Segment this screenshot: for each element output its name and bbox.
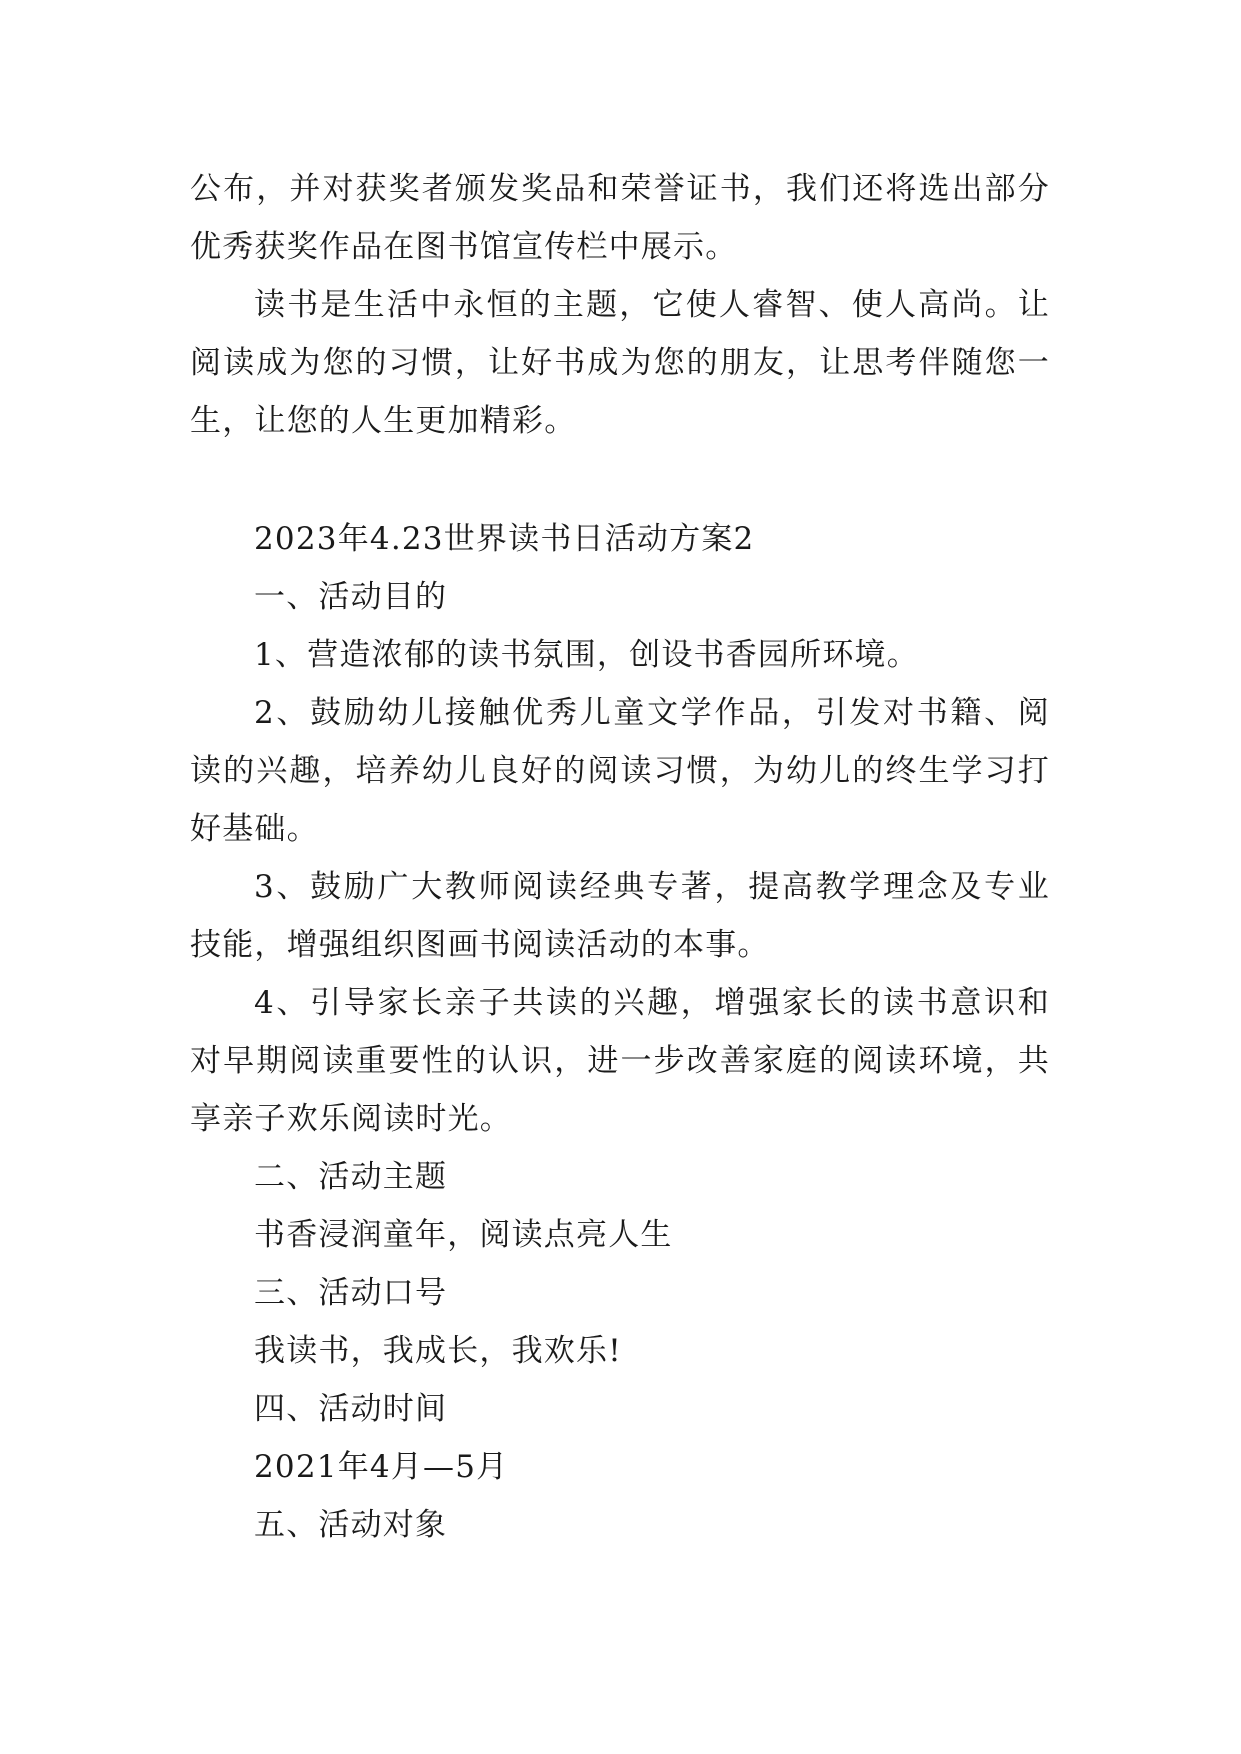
text-line: 三、活动口号 xyxy=(254,1275,448,1311)
text-line: 读书是生活中永恒的主题，它使人睿智、使人高尚。让 xyxy=(254,287,1050,323)
text-line: 好基础。 xyxy=(190,811,319,847)
text-line: 1、营造浓郁的读书氛围，创设书香园所环境。 xyxy=(254,637,919,673)
text-line: 优秀获奖作品在图书馆宣传栏中展示。 xyxy=(190,229,738,265)
paragraph-p-closing xyxy=(190,276,1050,450)
text-line: 公布，并对获奖者颁发奖品和荣誉证书，我们还将选出部分 xyxy=(190,171,1050,207)
text-line: 书香浸润童年，阅读点亮人生 xyxy=(254,1217,673,1253)
paragraph-p-time xyxy=(190,1438,1050,1496)
paragraph-p-theme xyxy=(190,1206,1050,1264)
paragraph-p-h2 xyxy=(190,1148,1050,1206)
text-line: 五、活动对象 xyxy=(254,1507,448,1543)
paragraph-p-h1 xyxy=(190,568,1050,626)
text-line: 对早期阅读重要性的认识，进一步改善家庭的阅读环境，共 xyxy=(190,1043,1050,1079)
text-line: 阅读成为您的习惯，让好书成为您的朋友，让思考伴随您一 xyxy=(190,345,1050,381)
paragraph-p-h3 xyxy=(190,1264,1050,1322)
paragraph-p-intro-tail xyxy=(190,160,1050,276)
text-line: 四、活动时间 xyxy=(254,1391,448,1427)
paragraph-p-goal3 xyxy=(190,858,1050,974)
paragraph-p-goal1 xyxy=(190,626,1050,684)
text-line: 2、鼓励幼儿接触优秀儿童文学作品，引发对书籍、阅 xyxy=(254,695,1050,731)
text-line: 2021年4月—5月 xyxy=(254,1449,509,1485)
text-line: 读的兴趣，培养幼儿良好的阅读习惯，为幼儿的终生学习打 xyxy=(190,753,1050,789)
paragraph-p-h4 xyxy=(190,1380,1050,1438)
paragraph-p-goal2 xyxy=(190,684,1050,858)
document-body xyxy=(190,160,1050,1554)
text-line: 二、活动主题 xyxy=(254,1159,448,1195)
text-line: 享亲子欢乐阅读时光。 xyxy=(190,1101,512,1137)
text-line: 3、鼓励广大教师阅读经典专著，提高教学理念及专业 xyxy=(254,869,1050,905)
paragraph-p-slogan xyxy=(190,1322,1050,1380)
paragraph-p-goal4 xyxy=(190,974,1050,1148)
section-spacer xyxy=(190,450,1050,510)
text-line: 2023年4.23世界读书日活动方案2 xyxy=(254,521,755,557)
text-line: 一、活动目的 xyxy=(254,579,448,615)
text-line: 4、引导家长亲子共读的兴趣，增强家长的读书意识和 xyxy=(254,985,1050,1021)
paragraph-p-title2 xyxy=(190,510,1050,568)
text-line: 生，让您的人生更加精彩。 xyxy=(190,403,577,439)
text-line: 技能，增强组织图画书阅读活动的本事。 xyxy=(190,927,770,963)
text-line: 我读书，我成长，我欢乐! xyxy=(254,1333,622,1369)
paragraph-p-h5 xyxy=(190,1496,1050,1554)
